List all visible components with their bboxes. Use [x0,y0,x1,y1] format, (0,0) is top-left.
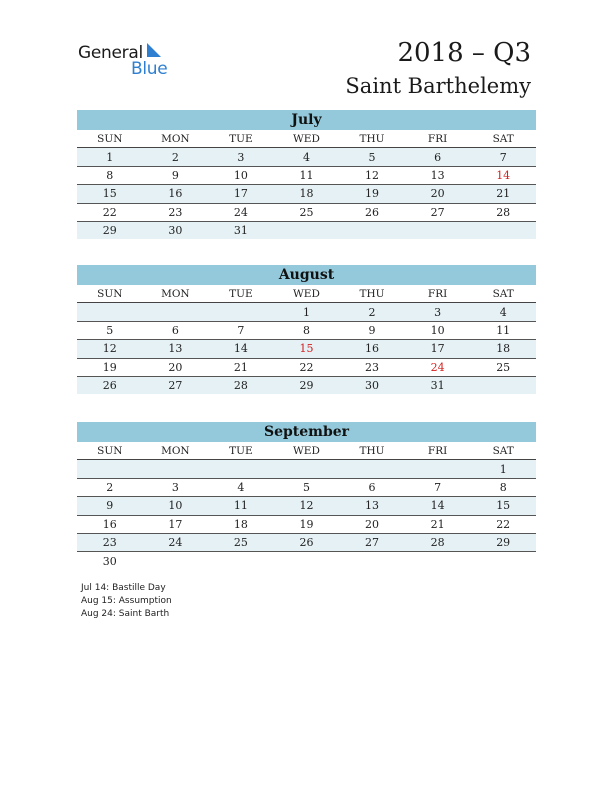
day-cell: 9 [77,497,143,515]
week-row [77,303,536,321]
day-cell: 28 [208,376,274,394]
month-block [77,422,536,570]
day-cell: 30 [339,376,405,394]
day-cell: 30 [102,554,117,568]
day-cell: 5 [77,321,143,339]
day-cell: 28 [405,533,471,551]
day-cell: 18 [470,340,536,358]
weekday-header: THU [339,130,405,148]
day-cell: 20 [405,185,471,203]
day-cell: 2 [339,303,405,321]
day-cell: 25 [470,358,536,376]
day-cell: 11 [470,321,536,339]
day-cell: 31 [405,376,471,394]
day-cell: 1 [274,303,340,321]
holiday-note: Jul 14: Bastille Day [81,583,166,593]
week-row [77,358,536,376]
day-cell: 23 [143,203,209,221]
day-cell: 2 [77,478,143,496]
week-row [77,478,536,496]
day-cell: 30 [143,221,209,239]
day-cell [470,552,536,570]
day-cell [143,460,209,478]
day-cell: 26 [77,376,143,394]
day-cell [405,221,471,239]
day-cell: 14 [208,340,274,358]
day-cell: 1 [77,148,143,166]
weekday-header: THU [339,442,405,460]
weekday-header: SUN [77,130,143,148]
day-cell: 28 [470,203,536,221]
month-title: July [77,110,536,130]
logo [78,40,178,80]
weekday-header: TUE [208,130,274,148]
day-cell: 25 [274,203,340,221]
day-cell: 9 [339,321,405,339]
day-cell: 6 [405,148,471,166]
day-cell: 3 [143,478,209,496]
day-cell: 17 [208,185,274,203]
weekday-header: TUE [208,285,274,303]
day-cell: 7 [208,321,274,339]
day-cell: 27 [405,203,471,221]
day-cell [470,221,536,239]
weekday-header: THU [339,285,405,303]
day-cell: 19 [339,185,405,203]
weekday-header: TUE [208,442,274,460]
day-cell: 1 [470,460,536,478]
weekday-header: FRI [405,442,471,460]
day-cell [339,221,405,239]
holiday-day-cell: 24 [405,358,471,376]
day-cell: 10 [143,497,209,515]
day-cell: 22 [77,203,143,221]
day-cell: 16 [77,515,143,533]
day-cell: 15 [470,497,536,515]
day-cell [339,460,405,478]
holiday-day-cell: 15 [274,340,340,358]
holiday-notes [81,582,172,621]
day-cell: 2 [143,148,209,166]
day-cell [274,221,340,239]
week-row [77,533,536,551]
day-cell: 21 [208,358,274,376]
day-cell: 13 [405,166,471,184]
day-cell [405,552,471,570]
holiday-day-cell: 14 [470,166,536,184]
day-cell [470,376,536,394]
day-cell: 22 [274,358,340,376]
month-title: August [77,265,536,285]
weekday-header: MON [143,285,209,303]
page-subtitle: Saint Barthelemy [345,74,531,98]
week-row [77,203,536,221]
calendar-grid [77,130,536,239]
day-cell: 24 [208,203,274,221]
logo-blue-text: Blue [131,59,168,79]
day-cell: 27 [143,376,209,394]
day-cell: 22 [470,515,536,533]
weekday-header: SAT [470,130,536,148]
week-row [77,166,536,184]
weekday-header: SAT [470,285,536,303]
day-cell: 27 [339,533,405,551]
day-cell [77,460,143,478]
day-cell [405,460,471,478]
day-cell: 4 [470,303,536,321]
day-cell: 16 [143,185,209,203]
day-cell: 12 [77,340,143,358]
day-cell: 23 [77,533,143,551]
day-cell: 20 [339,515,405,533]
day-cell: 4 [208,478,274,496]
week-row [77,185,536,203]
day-cell: 7 [405,478,471,496]
day-cell: 11 [208,497,274,515]
day-cell [143,552,209,570]
day-cell: 10 [208,166,274,184]
day-cell: 23 [339,358,405,376]
weekday-header: MON [143,130,209,148]
week-row [77,221,536,239]
month-title: September [77,422,536,442]
holiday-note: Aug 24: Saint Barth [81,609,170,619]
day-cell: 21 [470,185,536,203]
day-cell: 5 [339,148,405,166]
week-row [77,376,536,394]
day-cell [77,303,143,321]
day-cell: 29 [77,221,143,239]
day-cell: 29 [274,376,340,394]
weekday-header: SUN [77,285,143,303]
day-cell: 3 [405,303,471,321]
day-cell: 13 [339,497,405,515]
weekday-header: SUN [77,442,143,460]
day-cell: 26 [339,203,405,221]
day-cell: 13 [143,340,209,358]
day-cell: 15 [77,185,143,203]
weekday-header: FRI [405,130,471,148]
month-block [77,110,536,239]
logo-triangle-icon [147,43,161,57]
day-cell [339,552,405,570]
day-cell: 18 [274,185,340,203]
day-cell [274,552,340,570]
day-cell: 19 [77,358,143,376]
day-cell: 6 [339,478,405,496]
day-cell: 6 [143,321,209,339]
weekday-header: WED [274,442,340,460]
day-cell: 20 [143,358,209,376]
day-cell [274,460,340,478]
calendar-grid [77,285,536,394]
week-row [77,552,536,570]
day-cell: 12 [274,497,340,515]
day-cell: 5 [274,478,340,496]
day-cell: 19 [274,515,340,533]
week-row [77,460,536,478]
day-cell: 29 [470,533,536,551]
day-cell: 8 [77,166,143,184]
week-row [77,497,536,515]
weekday-header: WED [274,130,340,148]
day-cell: 31 [208,221,274,239]
week-row [77,321,536,339]
day-cell: 24 [143,533,209,551]
day-cell: 4 [274,148,340,166]
week-row [77,515,536,533]
page-title: 2018 – Q3 [397,38,531,68]
day-cell: 7 [470,148,536,166]
day-cell: 17 [405,340,471,358]
weekday-header: SAT [470,442,536,460]
holiday-note: Aug 15: Assumption [81,596,172,606]
day-cell: 25 [208,533,274,551]
day-cell: 3 [208,148,274,166]
week-row [77,148,536,166]
day-cell: 12 [339,166,405,184]
day-cell: 8 [470,478,536,496]
day-cell [208,303,274,321]
week-row [77,340,536,358]
day-cell: 21 [405,515,471,533]
day-cell: 26 [274,533,340,551]
weekday-header: WED [274,285,340,303]
day-cell [208,460,274,478]
logo-general-text: General [78,43,143,63]
day-cell: 17 [143,515,209,533]
weekday-header: FRI [405,285,471,303]
weekday-header: MON [143,442,209,460]
day-cell: 16 [339,340,405,358]
calendar-grid [77,442,536,570]
day-cell [143,303,209,321]
day-cell: 8 [274,321,340,339]
day-cell: 14 [405,497,471,515]
day-cell [208,552,274,570]
day-cell: 9 [143,166,209,184]
day-cell: 10 [405,321,471,339]
day-cell: 11 [274,166,340,184]
month-block [77,265,536,394]
day-cell: 18 [208,515,274,533]
